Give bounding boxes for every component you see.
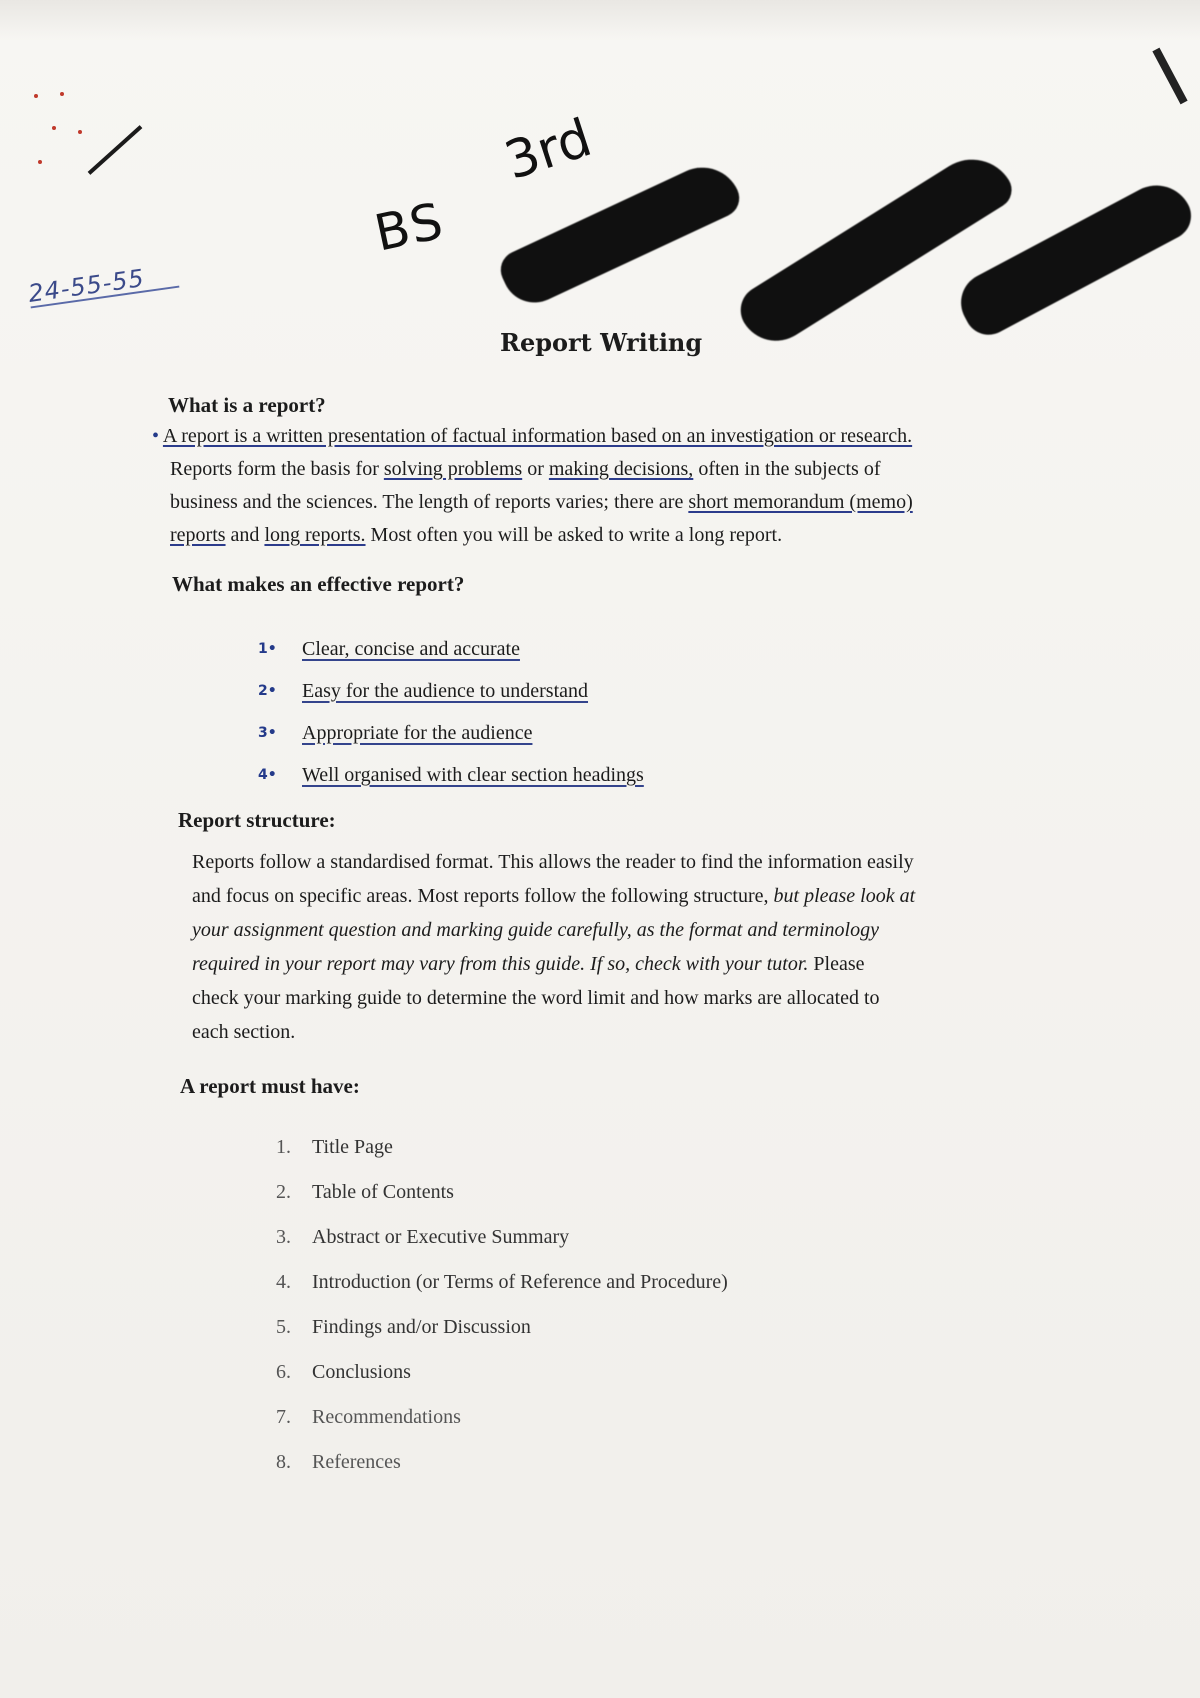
what-is-paragraph <box>152 420 1052 552</box>
list-item: 3. Abstract or Executive Summary <box>276 1226 570 1248</box>
list-item: 1• Clear, concise and accurate <box>258 637 520 660</box>
page-title: Report Writing <box>500 328 703 357</box>
para-line: required in your report may vary from this guide. If so, check with your tutor. Please <box>192 953 865 975</box>
para-line: business and the sciences. The length of reports varies; there are short memorandum (memo) <box>170 491 913 513</box>
list-item: 2. Table of Contents <box>276 1181 454 1203</box>
list-item: 4. Introduction (or Terms of Reference and Procedure) <box>276 1271 728 1293</box>
bullet-icon: • <box>152 425 160 447</box>
handwritten-class: BS <box>369 191 450 263</box>
list-item: 5. Findings and/or Discussion <box>276 1316 531 1338</box>
list-item: 2• Easy for the audience to understand <box>258 679 589 702</box>
list-item: 6. Conclusions <box>276 1361 411 1383</box>
definition-text: A report is a written presentation of factual information based on an investigation or research. <box>162 425 913 447</box>
effective-list <box>258 628 644 796</box>
para-line: Reports form the basis for solving problems or making decisions, often in the subjects of <box>170 458 881 480</box>
structure-paragraph <box>192 845 1072 1049</box>
list-item: 7. Recommendations <box>276 1406 461 1428</box>
para-line: each section. <box>192 1021 296 1043</box>
heading-structure: Report structure: <box>178 808 336 832</box>
scan-shadow <box>0 0 1200 40</box>
list-item: 8. References <box>276 1451 401 1473</box>
para-line: reports and long reports. Most often you will be asked to write a long report. <box>170 524 783 546</box>
list-item: 3• Appropriate for the audience <box>258 721 533 744</box>
para-line <box>152 420 1052 453</box>
handwritten-semester: 3rd <box>497 108 599 192</box>
margin-handwriting: 24-55-55 <box>26 263 147 309</box>
heading-effective: What makes an effective report? <box>172 572 465 596</box>
heading-what-is: What is a report? <box>168 393 326 417</box>
para-line: your assignment question and marking guide carefully, as the format and terminology <box>192 919 879 941</box>
must-have-list <box>276 1125 728 1485</box>
heading-must-have: A report must have: <box>180 1074 360 1098</box>
list-item: 1. Title Page <box>276 1136 393 1158</box>
corner-mark <box>1152 48 1187 105</box>
para-line: and focus on specific areas. Most reports follow the following structure, but please look at <box>192 885 916 907</box>
para-line: check your marking guide to determine the word limit and how marks are allocated to <box>192 987 880 1009</box>
para-line: Reports follow a standardised format. This allows the reader to find the information easily <box>192 851 914 873</box>
list-item: 4• Well organised with clear section headings <box>258 763 644 786</box>
